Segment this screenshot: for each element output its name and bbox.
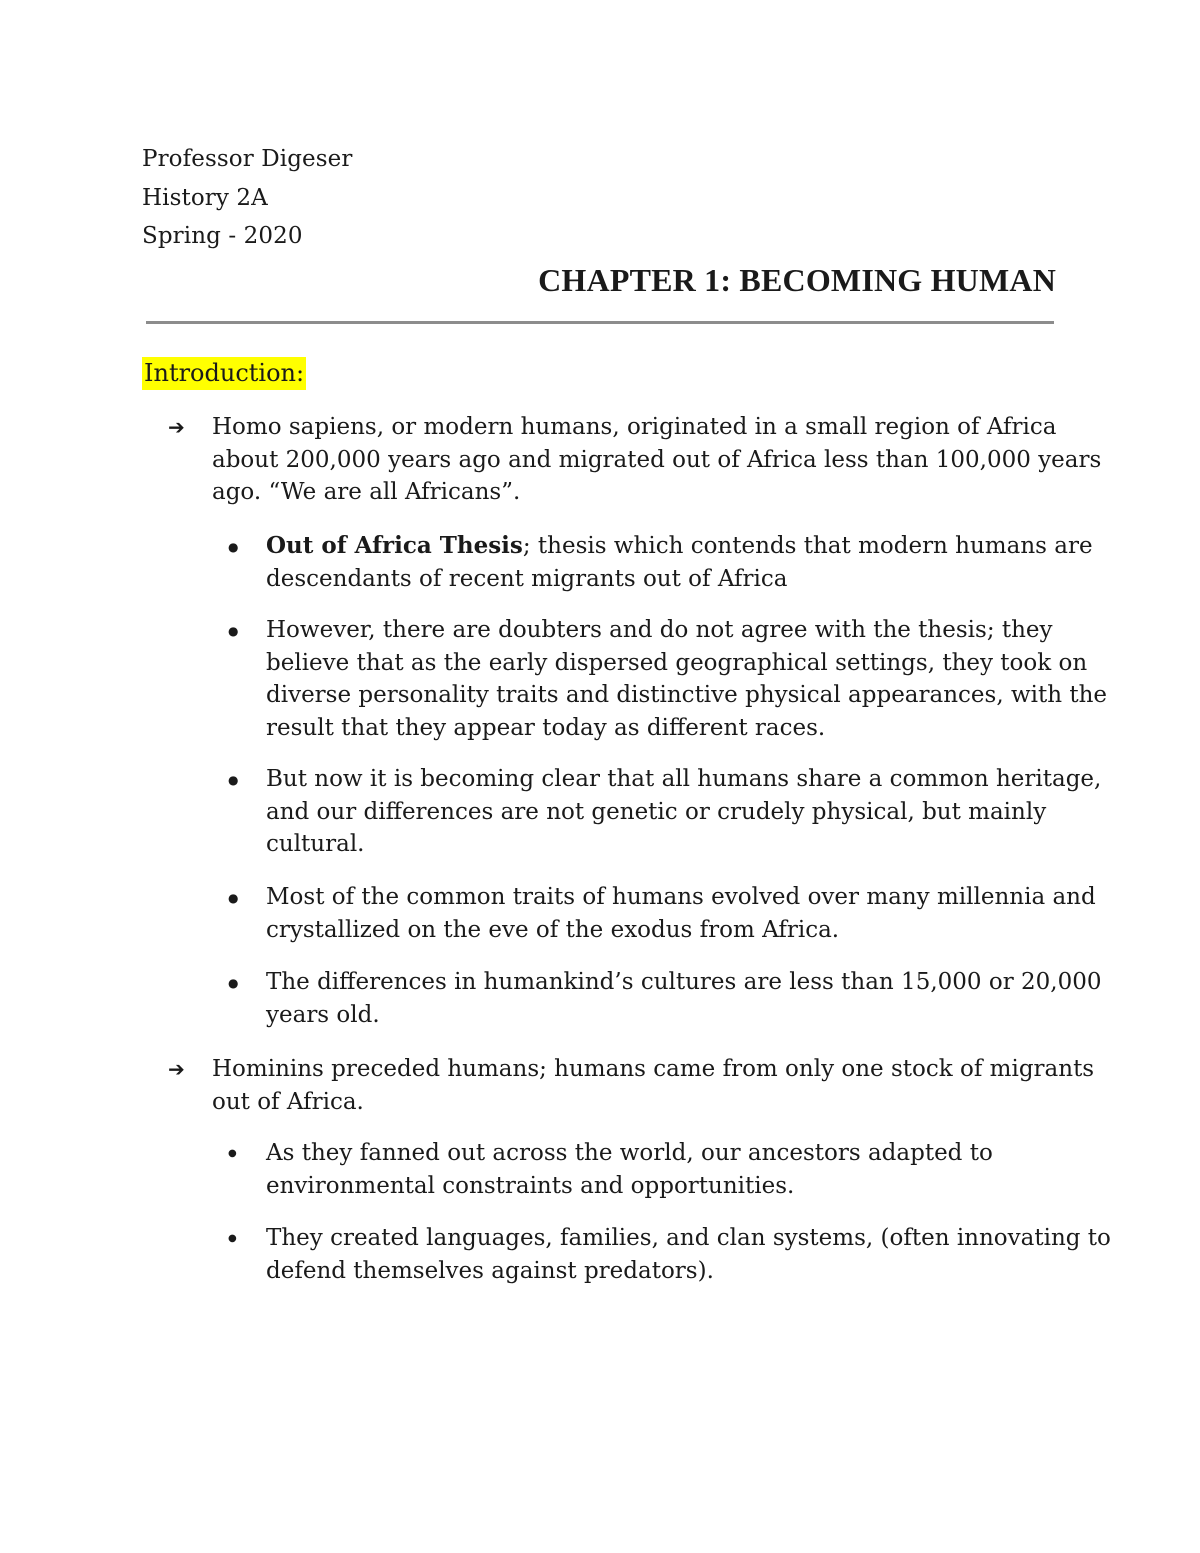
sub-list-item xyxy=(266,966,1101,1031)
list-item-line: They created languages, families, and clan systems, (often innovating to xyxy=(266,1225,1111,1251)
list-item-line: believe that as the early dispersed geographical settings, they took on xyxy=(266,649,1088,676)
list-item-line: about 200,000 years ago and migrated out of Africa less than 100,000 years xyxy=(212,446,1102,473)
course-name: History 2A xyxy=(142,185,268,211)
bullet-dot-icon: ● xyxy=(228,891,239,905)
list-item xyxy=(212,411,1101,509)
list-item-line: But now it is becoming clear that all humans share a common heritage, xyxy=(266,766,1102,792)
list-item-line: years old. xyxy=(266,1001,380,1028)
sub-list-item xyxy=(266,881,1096,946)
list-item-line: crystallized on the eve of the exodus from Africa. xyxy=(266,916,840,943)
list-item-line: However, there are doubters and do not agree with the thesis; they xyxy=(266,617,1053,643)
bullet-dot-icon: ● xyxy=(228,1233,237,1244)
bullet-dot-icon: ● xyxy=(228,976,239,990)
term: Spring - 2020 xyxy=(142,223,303,249)
list-item-line: descendants of recent migrants out of Africa xyxy=(266,565,788,592)
right-arrow-icon: ➔ xyxy=(168,415,185,439)
sub-list-item xyxy=(266,1137,993,1202)
list-item-line: cultural. xyxy=(266,831,365,857)
list-item-line: out of Africa. xyxy=(212,1088,364,1115)
list-item-line: environmental constraints and opportunities. xyxy=(266,1172,795,1199)
sub-list-item xyxy=(266,530,1093,595)
bullet-dot-icon: ● xyxy=(228,540,239,554)
professor-name: Professor Digeser xyxy=(142,146,353,172)
list-item-line: result that they appear today as different races. xyxy=(266,714,826,741)
right-arrow-icon: ➔ xyxy=(168,1057,185,1081)
section-heading: Introduction: xyxy=(142,357,306,390)
list-item-line: ; thesis which contends that modern humans are xyxy=(522,533,1093,559)
sub-list-item xyxy=(266,614,1107,744)
list-item-line: Hominins preceded humans; humans came from only one stock of migrants xyxy=(212,1056,1095,1082)
bold-term: Out of Africa Thesis xyxy=(266,532,523,559)
list-item-line: Homo sapiens, or modern humans, originated in a small region of Africa xyxy=(212,414,1057,440)
list-item-line: and our differences are not genetic or crudely physical, but mainly xyxy=(266,798,1047,825)
list-item-line: As they fanned out across the world, our ancestors adapted to xyxy=(266,1140,993,1166)
list-item-line: Most of the common traits of humans evolved over many millennia and xyxy=(266,884,1096,910)
list-item-line: defend themselves against predators). xyxy=(266,1257,714,1284)
bullet-dot-icon: ● xyxy=(228,624,239,638)
list-item-line: diverse personality traits and distinctive physical appearances, with the xyxy=(266,682,1108,708)
horizontal-divider xyxy=(146,321,1054,324)
list-item-line: ago. “We are all Africans”. xyxy=(212,479,521,505)
sub-list-item xyxy=(266,763,1101,861)
bullet-dot-icon: ● xyxy=(228,1148,237,1159)
chapter-title: CHAPTER 1: BECOMING HUMAN xyxy=(538,262,1056,298)
list-item-line: The differences in humankind’s cultures are less than 15,000 or 20,000 xyxy=(266,969,1102,995)
list-item xyxy=(212,1053,1094,1118)
bullet-dot-icon: ● xyxy=(228,773,239,787)
sub-list-item xyxy=(266,1222,1111,1287)
